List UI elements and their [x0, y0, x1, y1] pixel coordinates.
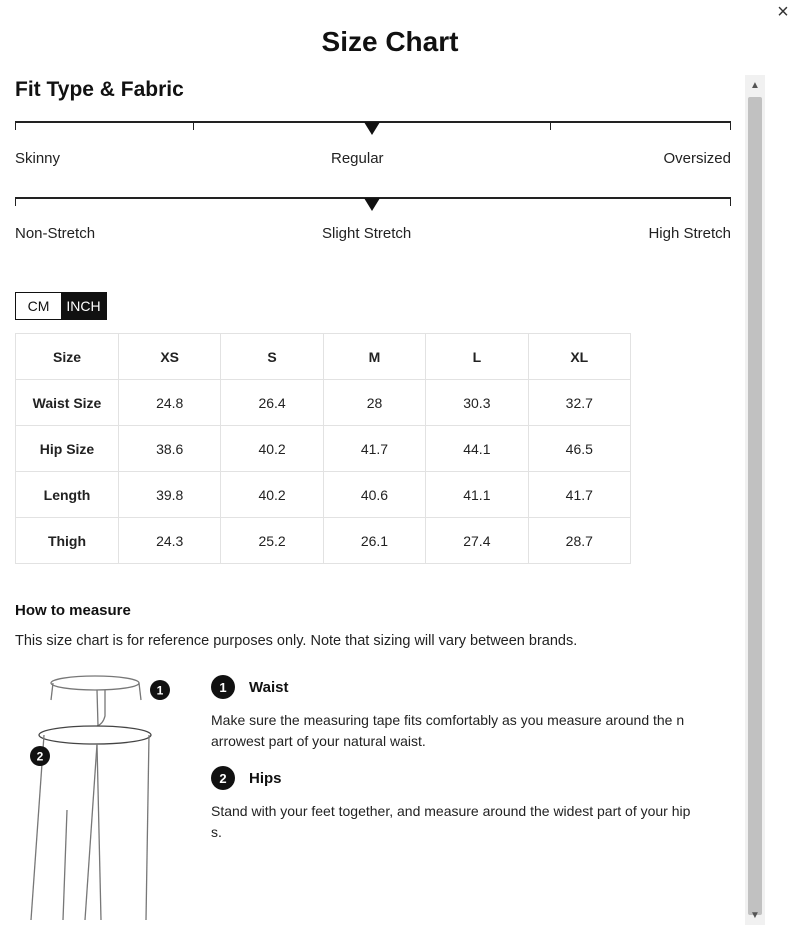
scale-tick	[15, 197, 16, 206]
table-row	[16, 426, 631, 472]
dialog-title: Size Chart	[321, 26, 459, 57]
table-header-cell: M	[323, 334, 425, 380]
table-cell: 32.7	[528, 380, 630, 426]
table-cell: 44.1	[426, 426, 528, 472]
table-row	[16, 472, 631, 518]
table-header-cell: L	[426, 334, 528, 380]
table-cell: 24.3	[119, 518, 221, 564]
table-cell: 40.6	[323, 472, 425, 518]
table-header-cell: XS	[119, 334, 221, 380]
stretch-option-slight: Slight Stretch	[322, 225, 412, 242]
scale-tick	[15, 121, 16, 130]
table-header-cell: XL	[528, 334, 630, 380]
table-row	[16, 380, 631, 426]
fit-section-title: Fit Type & Fabric	[15, 78, 184, 101]
scrollbar[interactable]	[745, 75, 765, 925]
scale-tick	[730, 197, 731, 206]
stretch-labels	[15, 225, 731, 245]
table-cell: 40.2	[221, 426, 323, 472]
table-cell: 40.2	[221, 472, 323, 518]
fit-type-option-oversized: Oversized	[663, 150, 731, 167]
how-to-measure-title: How to measure	[15, 602, 131, 619]
fit-type-marker-icon	[364, 122, 380, 135]
measure-step-waist	[211, 675, 711, 752]
table-row-label: Length	[16, 472, 119, 518]
unit-cm-button[interactable]: CM	[27, 298, 50, 314]
table-cell: 26.4	[221, 380, 323, 426]
step-number-icon: 1	[211, 675, 235, 699]
table-cell: 39.8	[119, 472, 221, 518]
table-row	[16, 518, 631, 564]
table-cell: 41.7	[528, 472, 630, 518]
size-chart-content	[0, 70, 745, 930]
step-name: Waist	[249, 678, 289, 696]
stretch-option-high: High Stretch	[648, 225, 731, 242]
waist-marker-icon	[150, 680, 170, 700]
close-icon[interactable]: ×	[777, 1, 789, 23]
svg-text:1: 1	[156, 683, 164, 698]
table-cell: 41.7	[323, 426, 425, 472]
table-row-label: Thigh	[16, 518, 119, 564]
table-cell: 46.5	[528, 426, 630, 472]
step-number-icon: 2	[211, 766, 235, 790]
hips-marker-icon	[30, 746, 50, 766]
table-cell: 28	[323, 380, 425, 426]
table-cell: 26.1	[323, 518, 425, 564]
table-row-label: Hip Size	[16, 426, 119, 472]
scroll-up-icon[interactable]: ▲	[750, 79, 760, 91]
table-header-cell: S	[221, 334, 323, 380]
scroll-down-icon[interactable]: ▼	[750, 909, 760, 921]
table-cell: 38.6	[119, 426, 221, 472]
reference-note: This size chart is for reference purposes only. Note that sizing will vary between brands.	[15, 633, 578, 649]
fit-type-scale	[15, 121, 731, 137]
scale-tick	[193, 121, 194, 130]
scrollbar-thumb[interactable]	[748, 97, 762, 915]
table-cell: 30.3	[426, 380, 528, 426]
measure-step-hips	[211, 766, 711, 843]
table-cell: 28.7	[528, 518, 630, 564]
svg-text:2: 2	[36, 749, 44, 764]
table-header-row	[16, 334, 631, 380]
step-description: Make sure the measuring tape fits comfortably as you measure around the narrowest part of your natural waist.	[211, 712, 685, 749]
stretch-option-non: Non-Stretch	[15, 225, 96, 242]
stretch-marker-icon	[364, 198, 380, 211]
scale-tick	[730, 121, 731, 130]
scale-tick	[550, 121, 551, 130]
pants-illustration	[15, 670, 185, 930]
table-header-cell: Size	[16, 334, 119, 380]
table-cell: 25.2	[221, 518, 323, 564]
step-description: Stand with your feet together, and measure around the widest part of your hips.	[211, 803, 691, 840]
unit-toggle	[15, 292, 107, 320]
step-name: Hips	[249, 769, 282, 787]
table-row-label: Waist Size	[16, 380, 119, 426]
table-cell: 27.4	[426, 518, 528, 564]
fit-type-option-regular: Regular	[331, 150, 384, 167]
stretch-scale	[15, 197, 731, 213]
size-table	[15, 333, 631, 564]
table-cell: 24.8	[119, 380, 221, 426]
fit-type-option-skinny: Skinny	[15, 150, 61, 167]
unit-inch-button[interactable]: INCH	[61, 293, 106, 319]
table-cell: 41.1	[426, 472, 528, 518]
fit-type-labels	[15, 150, 731, 170]
